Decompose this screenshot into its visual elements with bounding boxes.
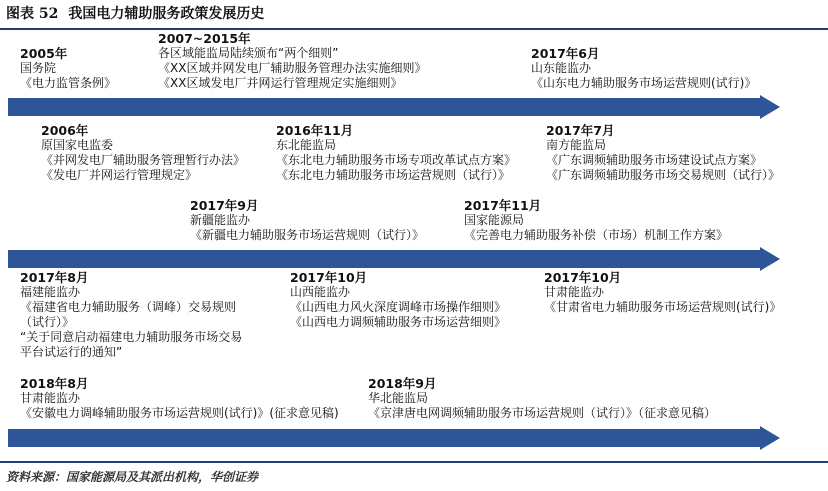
event-document: 《福建省电力辅助服务（调峰）交易规则 <box>20 300 237 314</box>
event-2017-08 <box>20 270 242 360</box>
event-document: 《甘肃省电力辅助服务市场运营规则(试行)》 <box>544 300 782 314</box>
event-document: “关于同意启动福建电力辅助服务市场交易 <box>20 330 243 344</box>
title-rule <box>0 28 828 30</box>
event-2005 <box>20 46 116 91</box>
event-document: 《山东电力辅助服务市场运营规则(试行)》 <box>531 76 757 90</box>
event-issuer: 甘肃能监办 <box>544 285 605 299</box>
event-issuer: 国家能源局 <box>464 213 525 227</box>
event-document: 《完善电力辅助服务补偿（市场）机制工作方案》 <box>464 228 729 242</box>
event-date: 2017年10月 <box>290 270 368 285</box>
event-2017-09 <box>190 198 424 243</box>
event-date: 2005年 <box>20 46 68 61</box>
event-date: 2017年11月 <box>464 198 542 213</box>
event-document: （试行）》 <box>20 315 75 329</box>
event-issuer: 原国家电监委 <box>41 138 114 152</box>
timeline-arrow-2 <box>8 247 780 271</box>
source-note: 资料来源：国家能源局及其派出机构，华创证券 <box>6 470 259 484</box>
event-document: 《电力监管条例》 <box>20 76 117 90</box>
event-issuer: 南方能监局 <box>546 138 607 152</box>
event-2017-10-shanxi <box>290 270 506 330</box>
event-date: 2017年8月 <box>20 270 89 285</box>
event-document: 《山西电力风火深度调峰市场操作细则》 <box>290 300 507 314</box>
event-2018-08 <box>20 376 339 421</box>
event-date: 2017年7月 <box>546 123 615 138</box>
event-issuer: 山西能监办 <box>290 285 351 299</box>
event-document: 《新疆电力辅助服务市场运营规则（试行）》 <box>190 228 425 242</box>
event-date: 2017年6月 <box>531 46 600 61</box>
event-issuer: 新疆能监办 <box>190 213 251 227</box>
event-document: 平台试运行的通知” <box>20 345 123 359</box>
figure-title <box>6 4 264 24</box>
event-issuer: 福建能监办 <box>20 285 81 299</box>
event-document: 《广东调频辅助服务市场建设试点方案》 <box>546 153 763 167</box>
event-document: 《发电厂并网运行管理规定》 <box>41 168 198 182</box>
event-document: 《京津唐电网调频辅助服务市场运营规则（试行）》（征求意见稿） <box>368 406 717 420</box>
event-2017-11 <box>464 198 728 243</box>
event-2017-10-gansu <box>544 270 781 315</box>
event-document: 《安徽电力调峰辅助服务市场运营规则(试行)》(征求意见稿) <box>20 406 339 420</box>
event-issuer: 各区域能监局陆续颁布“两个细则” <box>158 46 339 60</box>
event-document: 《并网发电厂辅助服务管理暂行办法》 <box>41 153 246 167</box>
event-document: 《XX区域发电厂并网运行管理规定实施细则》 <box>158 76 403 90</box>
footer-rule <box>0 461 828 463</box>
event-document: 《XX区域并网发电厂辅助服务管理办法实施细则》 <box>158 61 427 75</box>
event-issuer: 东北能监局 <box>276 138 337 152</box>
event-issuer: 山东能监办 <box>531 61 592 75</box>
event-issuer: 甘肃能监办 <box>20 391 81 405</box>
event-issuer: 国务院 <box>20 61 57 75</box>
event-2018-09 <box>368 376 716 421</box>
event-2006 <box>41 123 245 183</box>
event-date: 2018年9月 <box>368 376 437 391</box>
event-2016-11 <box>276 123 516 183</box>
event-document: 《东北电力辅助服务市场运营规则（试行）》 <box>276 168 511 182</box>
event-date: 2016年11月 <box>276 123 354 138</box>
event-2017-06 <box>531 46 756 91</box>
event-date: 2018年8月 <box>20 376 89 391</box>
event-date: 2017年9月 <box>190 198 259 213</box>
timeline-arrow-1 <box>8 95 780 119</box>
event-issuer: 华北能监局 <box>368 391 429 405</box>
figure-title-text: 我国电力辅助服务政策发展历史 <box>68 6 265 22</box>
figure-label: 图表 52 <box>6 6 59 22</box>
event-date: 2006年 <box>41 123 89 138</box>
event-2017-07 <box>546 123 780 183</box>
event-date: 2017年10月 <box>544 270 622 285</box>
event-document: 《东北电力辅助服务市场专项改革试点方案》 <box>276 153 517 167</box>
event-document: 《广东调频辅助服务市场交易规则（试行）》 <box>546 168 781 182</box>
event-date: 2007~2015年 <box>158 31 251 46</box>
timeline-arrow-3 <box>8 426 780 450</box>
event-document: 《山西电力调频辅助服务市场运营细则》 <box>290 315 507 329</box>
event-2007-2015 <box>158 31 426 91</box>
